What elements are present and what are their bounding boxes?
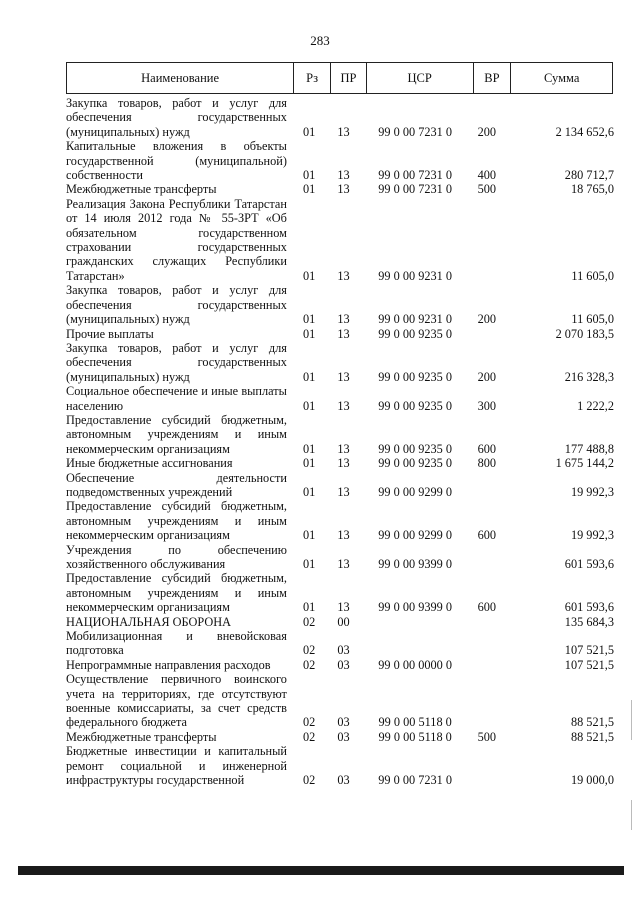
row-name: Капитальные вложения в объекты государственной (муниципальной) собственности — [66, 139, 287, 183]
row-rz: 01 — [302, 456, 316, 471]
row-name: Предоставление субсидий бюджетным, автономным учреждениям и иным некоммерческим организациям — [66, 412, 287, 456]
row-rz: 01 — [302, 124, 316, 139]
row-pr: 13 — [337, 398, 350, 413]
row-pr: 13 — [337, 168, 350, 183]
row-csr: 99 0 00 7231 0 — [378, 773, 453, 788]
table-row — [66, 197, 614, 283]
table-row — [66, 139, 614, 182]
row-rz: 02 — [302, 715, 316, 730]
table-row — [66, 499, 614, 542]
row-name: Межбюджетные трансферты — [66, 729, 217, 744]
table-row — [66, 341, 614, 384]
row-rz: 01 — [302, 398, 316, 413]
row-csr: 99 0 00 9231 0 — [378, 268, 453, 283]
row-rz: 01 — [302, 312, 316, 327]
row-csr: 99 0 00 9299 0 — [378, 484, 453, 499]
row-sum: 88 521,5 — [570, 715, 614, 730]
row-sum: 19 992,3 — [570, 484, 614, 499]
row-csr: 99 0 00 9231 0 — [378, 312, 453, 327]
row-name: Учреждения по обеспечению хозяйственного обслуживания — [66, 542, 287, 571]
row-sum: 107 521,5 — [564, 643, 614, 658]
header-csr: ЦСР — [367, 63, 474, 93]
row-csr: 99 0 00 7231 0 — [378, 168, 453, 183]
header-sum: Сумма — [543, 70, 580, 85]
table-row — [66, 471, 614, 500]
row-pr: 13 — [337, 600, 350, 615]
scan-artifact-line — [631, 700, 632, 740]
row-rz: 01 — [302, 528, 316, 543]
row-rz: 01 — [302, 557, 316, 571]
row-vr: 600 — [477, 441, 497, 456]
table-row — [66, 658, 614, 672]
row-vr: 800 — [477, 456, 497, 471]
row-sum: 107 521,5 — [564, 657, 614, 672]
table-row — [66, 543, 614, 572]
row-vr: 400 — [477, 168, 497, 183]
row-name: Закупка товаров, работ и услуг для обеспечения государственных (муниципальных) нужд — [66, 340, 287, 384]
row-pr: 13 — [337, 528, 350, 543]
table-row — [66, 744, 614, 787]
row-name: Закупка товаров, работ и услуг для обеспечения государственных (муниципальных) нужд — [66, 96, 287, 139]
row-sum: 601 593,6 — [564, 557, 614, 571]
row-rz: 02 — [302, 614, 316, 629]
row-sum: 2 070 183,5 — [555, 326, 614, 341]
row-csr: 99 0 00 9299 0 — [378, 528, 453, 543]
table-row — [66, 571, 614, 614]
row-rz: 02 — [302, 657, 316, 672]
row-pr: 13 — [337, 326, 350, 341]
row-pr: 13 — [337, 369, 350, 384]
row-csr: 99 0 00 0000 0 — [378, 657, 453, 672]
header-vr: ВР — [474, 63, 512, 93]
row-name: Прочие выплаты — [66, 326, 154, 341]
row-rz: 02 — [302, 643, 316, 658]
row-csr: 99 0 00 9235 0 — [378, 441, 453, 456]
row-pr: 13 — [337, 268, 350, 283]
row-name: Межбюджетные трансферты — [66, 182, 217, 197]
row-pr: 00 — [337, 614, 350, 629]
row-rz: 01 — [302, 369, 316, 384]
row-rz: 02 — [302, 729, 316, 744]
table-row — [66, 327, 614, 341]
table-row — [66, 413, 614, 456]
row-csr: 99 0 00 9235 0 — [378, 369, 453, 384]
row-csr: 99 0 00 9399 0 — [378, 600, 453, 615]
row-rz: 01 — [302, 268, 316, 283]
row-rz: 01 — [302, 600, 316, 615]
row-pr: 13 — [337, 484, 350, 499]
row-rz: 02 — [302, 773, 316, 788]
row-csr: 99 0 00 7231 0 — [378, 182, 453, 197]
header-name: Наименование — [67, 63, 294, 93]
row-rz: 01 — [302, 484, 316, 499]
row-name: Осуществление первичного воинского учета на территориях, где отсутствуют военные комиссариаты, за счет средств федерального бюджета — [66, 672, 287, 730]
table-row — [66, 629, 614, 658]
row-name: Бюджетные инвестиции и капитальный ремонт социальной и инженерной инфраструктуры государственной — [66, 744, 287, 788]
row-name: Предоставление субсидий бюджетным, автономным учреждениям и иным некоммерческим организациям — [66, 499, 287, 543]
row-sum: 1 675 144,2 — [555, 456, 614, 471]
row-name: Предоставление субсидий бюджетным, автономным учреждениям и иным некоммерческим организациям — [66, 571, 287, 615]
table-header — [66, 62, 613, 94]
row-csr: 99 0 00 5118 0 — [378, 729, 452, 744]
row-vr: 200 — [477, 124, 497, 139]
row-name: НАЦИОНАЛЬНАЯ ОБОРОНА — [66, 614, 231, 629]
row-vr: 500 — [477, 729, 497, 744]
row-pr: 03 — [337, 657, 350, 672]
row-sum: 1 222,2 — [577, 398, 614, 413]
row-sum: 216 328,3 — [564, 369, 614, 384]
row-name: Социальное обеспечение и иные выплаты населению — [66, 384, 287, 413]
table-row — [66, 96, 614, 139]
row-csr: 99 0 00 9235 0 — [378, 456, 453, 471]
row-name: Мобилизационная и вневойсковая подготовка — [66, 629, 287, 658]
row-pr: 13 — [337, 182, 350, 197]
header-rz: Рз — [294, 63, 331, 93]
row-csr: 99 0 00 7231 0 — [378, 124, 453, 139]
row-vr: 500 — [477, 182, 497, 197]
row-rz: 01 — [302, 182, 316, 197]
table-body — [66, 96, 614, 788]
row-sum: 177 488,8 — [564, 441, 614, 456]
row-rz: 01 — [302, 168, 316, 183]
scan-artifact-line — [631, 800, 632, 830]
row-pr: 13 — [337, 441, 350, 456]
row-sum: 19 992,3 — [570, 528, 614, 543]
scan-bottom-edge — [18, 866, 624, 875]
table-row — [66, 456, 614, 470]
row-csr: 99 0 00 5118 0 — [378, 715, 452, 730]
row-name: Иные бюджетные ассигнования — [66, 456, 233, 471]
row-csr: 99 0 00 9235 0 — [378, 326, 453, 341]
row-pr: 03 — [337, 715, 350, 730]
row-pr: 13 — [337, 124, 350, 139]
row-sum: 280 712,7 — [564, 168, 614, 183]
table-row — [66, 384, 614, 413]
row-sum: 601 593,6 — [564, 600, 614, 615]
table-row — [66, 182, 614, 196]
row-sum: 135 684,3 — [564, 614, 614, 629]
row-vr: 300 — [477, 398, 497, 413]
table-row — [66, 283, 614, 326]
row-vr: 600 — [477, 600, 497, 615]
row-name: Непрограммные направления расходов — [66, 657, 271, 672]
table-row — [66, 730, 614, 744]
row-pr: 03 — [337, 643, 350, 658]
row-rz: 01 — [302, 441, 316, 456]
row-pr: 03 — [337, 773, 350, 788]
table-row — [66, 615, 614, 629]
row-vr: 600 — [477, 528, 497, 543]
page-number: 283 — [310, 33, 330, 48]
row-name: Обеспечение деятельности подведомственных учреждений — [66, 470, 287, 499]
row-csr: 99 0 00 9399 0 — [378, 557, 453, 571]
row-vr: 200 — [477, 369, 497, 384]
row-sum: 2 134 652,6 — [555, 124, 614, 139]
row-pr: 13 — [337, 557, 350, 571]
row-pr: 13 — [337, 456, 350, 471]
row-name: Реализация Закона Республики Татарстан от 14 июля 2012 года № 55-ЗРТ «Об обязательном государственном страховании государственных гражданских служащих Республики Татарстан» — [66, 196, 287, 283]
row-pr: 03 — [337, 729, 350, 744]
row-csr: 99 0 00 9235 0 — [378, 398, 453, 413]
table-row — [66, 672, 614, 730]
row-sum: 19 000,0 — [570, 773, 614, 788]
header-pr: ПР — [331, 63, 367, 93]
row-pr: 13 — [337, 312, 350, 327]
row-sum: 18 765,0 — [570, 182, 614, 197]
row-sum: 11 605,0 — [571, 312, 614, 327]
row-sum: 88 521,5 — [570, 729, 614, 744]
row-vr: 200 — [477, 312, 497, 327]
row-sum: 11 605,0 — [571, 268, 614, 283]
row-name: Закупка товаров, работ и услуг для обеспечения государственных (муниципальных) нужд — [66, 283, 287, 327]
row-rz: 01 — [302, 326, 316, 341]
